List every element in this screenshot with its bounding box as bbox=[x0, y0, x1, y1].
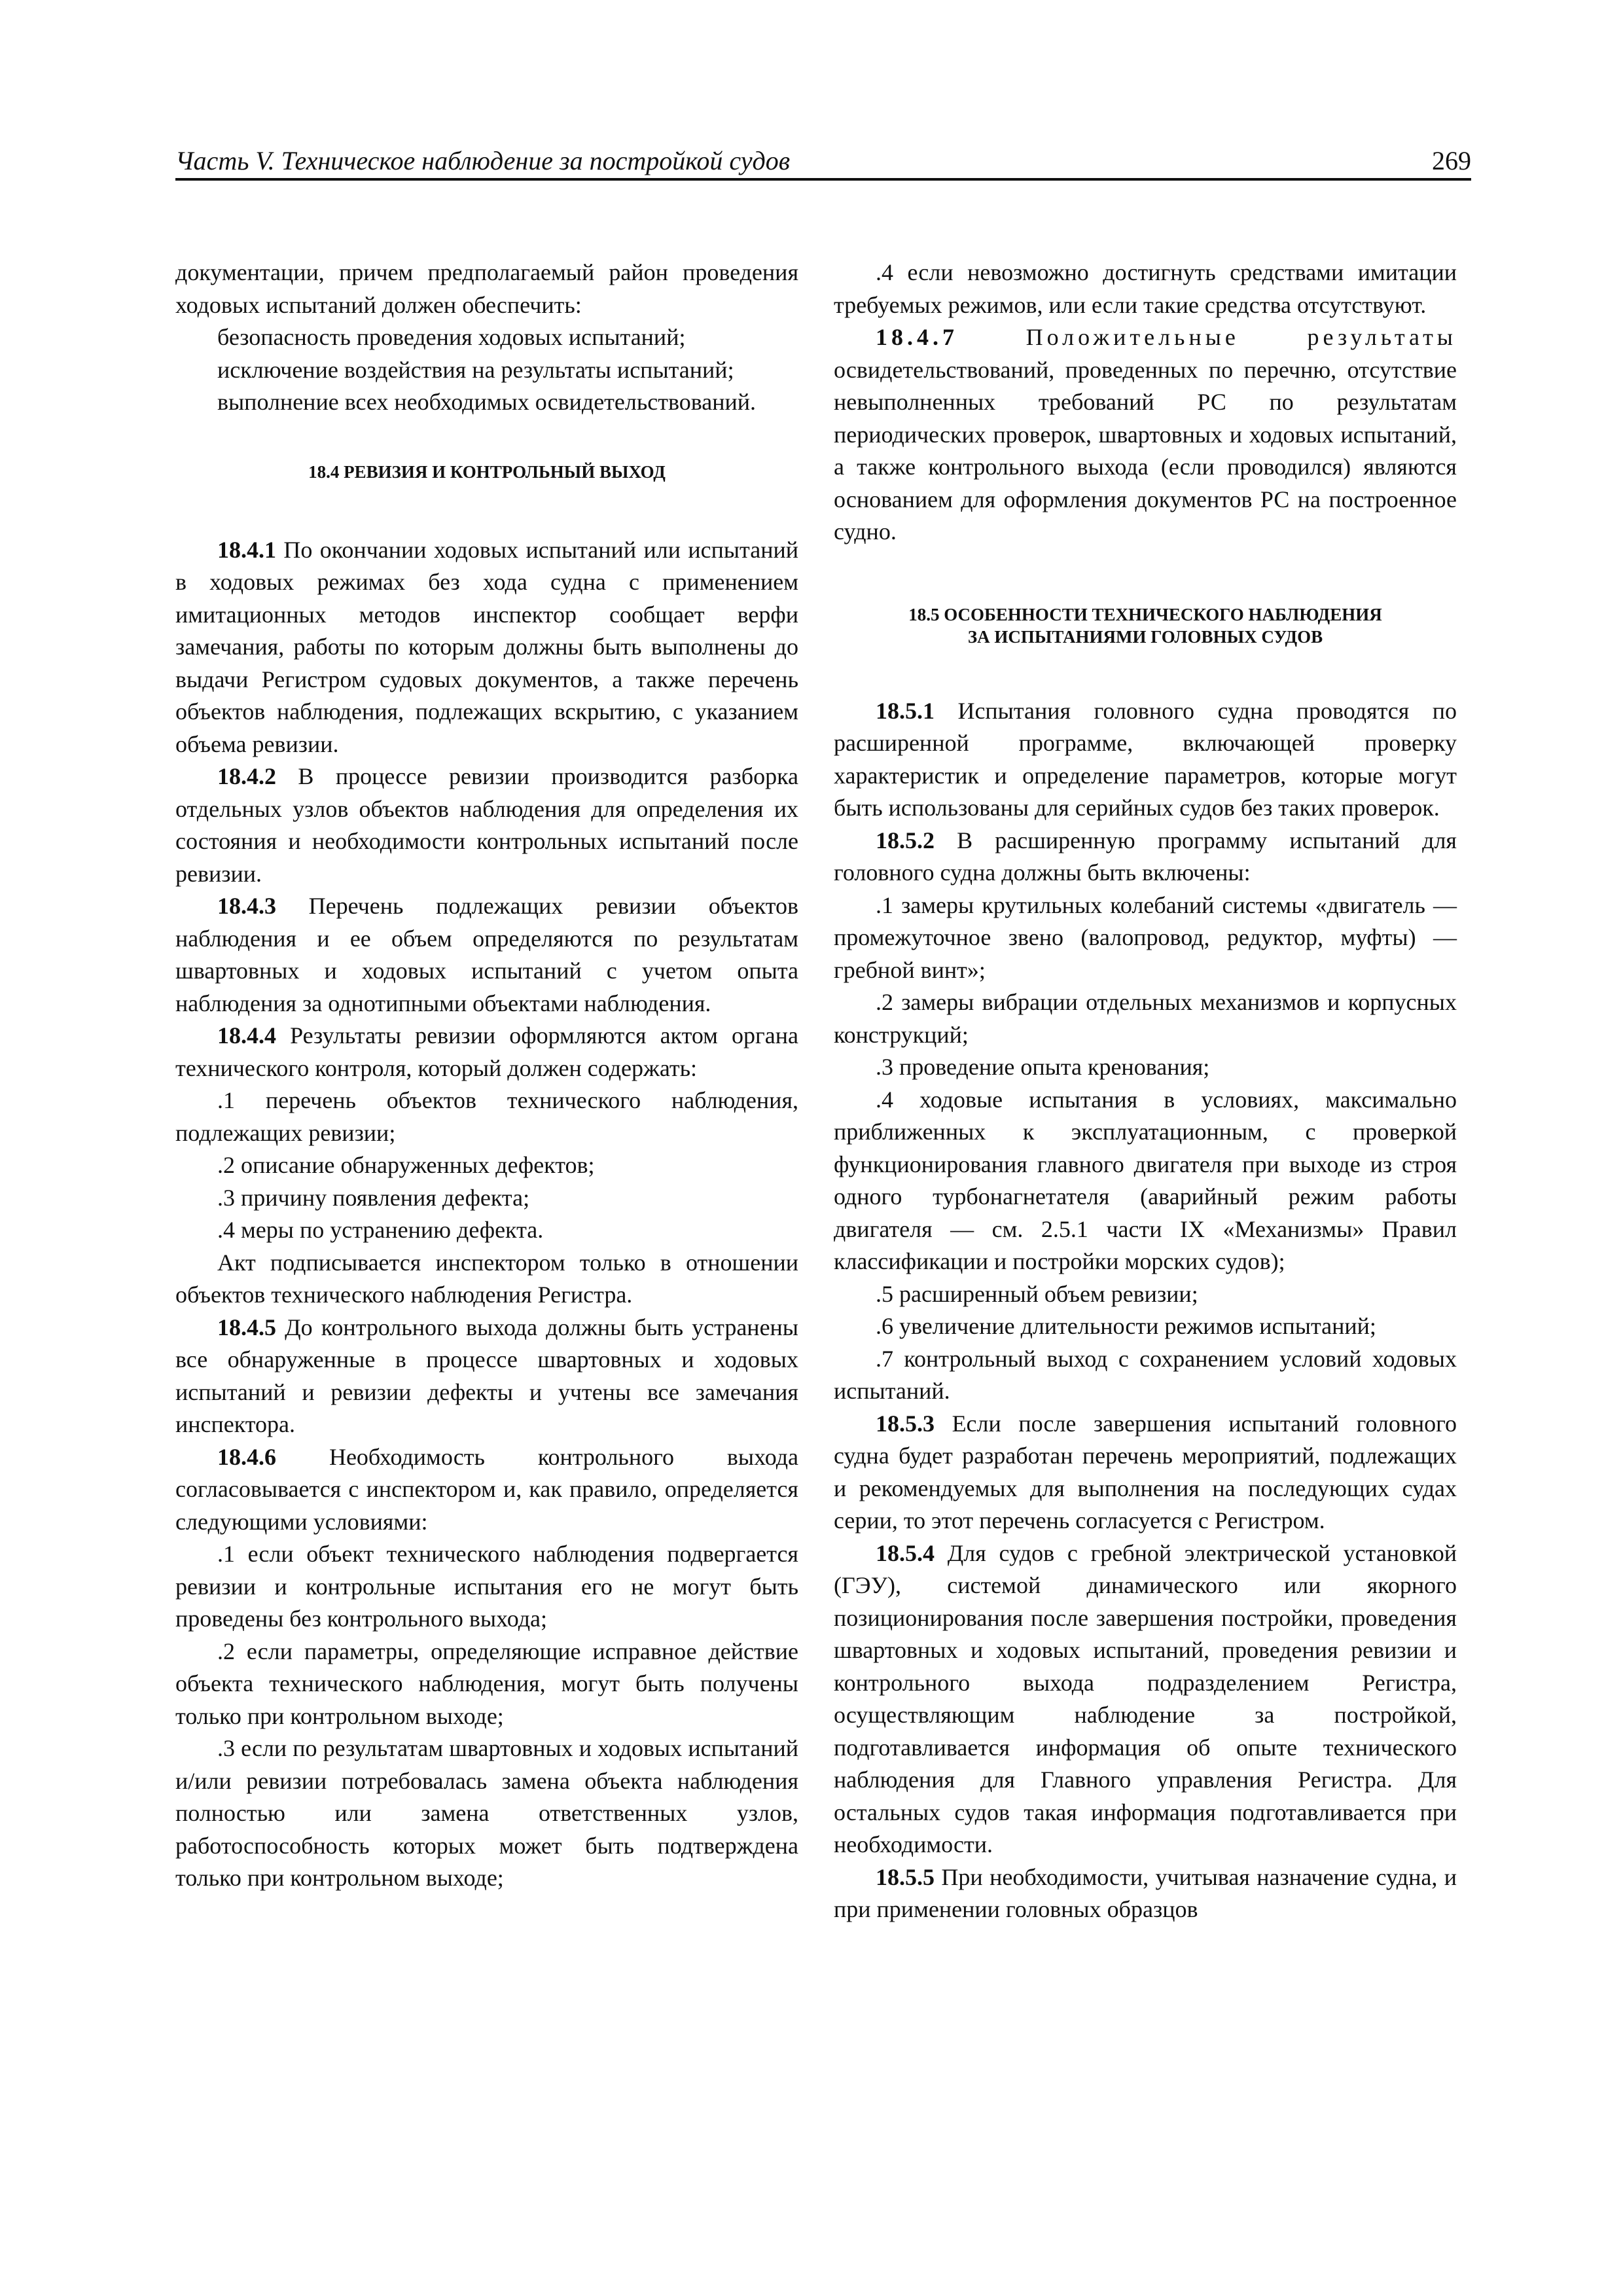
section-title-line: 18.5 ОСОБЕННОСТИ ТЕХНИЧЕСКОГО НАБЛЮДЕНИЯ bbox=[908, 604, 1382, 624]
intro-item: исключение воздействия на результаты испытаний; bbox=[217, 356, 734, 383]
paragraph-18-5-3 bbox=[834, 1408, 1457, 1537]
paragraph-number: 18.4.4 bbox=[217, 1022, 276, 1049]
right-column bbox=[834, 257, 1457, 1926]
paragraph-text: освидетельствований, проведенных по перечню, отсутствие невыполненных требований РС по результатам периодических проверок, швартовных и ходовых испытаний, а также контрольного выхода (если проводился) являются основанием для оформления документов РС на построенное судно. bbox=[834, 356, 1457, 545]
page-number: 269 bbox=[1432, 146, 1471, 175]
list-item: .4 меры по устранению дефекта. bbox=[217, 1217, 544, 1243]
list-item: .4 если невозможно достигнуть средствами имитации требуемых режимов, или если такие средства отсутствуют. bbox=[834, 259, 1457, 318]
section-title-line: ЗА ИСПЫТАНИЯМИ ГОЛОВНЫХ СУДОВ bbox=[967, 626, 1323, 647]
paragraph-18-4-3 bbox=[175, 890, 798, 1020]
paragraph-18-5-5 bbox=[834, 1861, 1457, 1926]
paragraph-number: 18.4.3 bbox=[217, 893, 276, 919]
paragraph-text: Если после завершения испытаний головного судна будет разработан перечень мероприятий, подлежащих и рекомендуемых для выполнения на последующих судах серии, то этот перечень согласуется с Регистром. bbox=[834, 1410, 1457, 1534]
paragraph-text: Необходимость контрольного выхода согласовывается с инспектором и, как правило, определяется следующими условиями: bbox=[175, 1443, 798, 1535]
list-item: .1 если объект технического наблюдения подвергается ревизии и контрольные испытания его не могут быть проведены без контрольного выхода; bbox=[175, 1541, 798, 1632]
running-header-title: Часть V. Техническое наблюдение за постройкой судов bbox=[175, 146, 791, 175]
list-item: .5 расширенный объем ревизии; bbox=[876, 1280, 1198, 1307]
paragraph-lead-spaced: Положительные результаты bbox=[958, 324, 1457, 350]
paragraph-number: 18.4.7 bbox=[876, 324, 958, 350]
paragraph-number: 18.5.3 bbox=[876, 1410, 935, 1437]
paragraph-number: 18.4.1 bbox=[217, 536, 276, 563]
list-item: .2 замеры вибрации отдельных механизмов и корпусных конструкций; bbox=[834, 989, 1457, 1048]
list-item: .1 замеры крутильных колебаний системы «двигатель — промежуточное звено (валопровод, редуктор, муфты) — гребной винт»; bbox=[834, 891, 1457, 983]
list-item: .1 перечень объектов технического наблюдения, подлежащих ревизии; bbox=[175, 1087, 798, 1146]
paragraph-text: Испытания головного судна проводятся по расширенной программе, включающей проверку характеристик и определение параметров, которые могут быть использованы для серийных судов без таких проверок. bbox=[834, 697, 1457, 821]
section-title-18-5 bbox=[834, 603, 1457, 648]
paragraph-number: 18.4.2 bbox=[217, 763, 276, 789]
intro-paragraph: документации, причем предполагаемый район проведения ходовых испытаний должен обеспечить: bbox=[175, 259, 798, 318]
paragraph-number: 18.4.6 bbox=[217, 1443, 276, 1470]
paragraph-text: Результаты ревизии оформляются актом органа технического контроля, который должен содержать: bbox=[175, 1022, 798, 1081]
section-title-18-4: 18.4 РЕВИЗИЯ И КОНТРОЛЬНЫЙ ВЫХОД bbox=[308, 461, 666, 482]
paragraph-18-5-1 bbox=[834, 695, 1457, 825]
note-paragraph: Акт подписывается инспектором только в отношении объектов технического наблюдения Регистра. bbox=[175, 1249, 798, 1308]
list-item: .7 контрольный выход с сохранением условий ходовых испытаний. bbox=[834, 1345, 1457, 1404]
paragraph-18-4-4 bbox=[175, 1020, 798, 1085]
list-item: .3 проведение опыта кренования; bbox=[876, 1054, 1210, 1080]
paragraph-18-5-4 bbox=[834, 1537, 1457, 1861]
paragraph-text: В расширенную программу испытаний для головного судна должны быть включены: bbox=[834, 827, 1457, 886]
paragraph-number: 18.5.1 bbox=[876, 697, 935, 724]
list-item: .6 увеличение длительности режимов испытаний; bbox=[876, 1313, 1376, 1339]
intro-item: безопасность проведения ходовых испытаний; bbox=[217, 324, 686, 350]
paragraph-text: По окончании ходовых испытаний или испытаний в ходовых режимах без хода судна с применением имитационных методов инспектор сообщает верфи замечания, работы по которым должны быть выполнены до выдачи Регистром судовых документов, а также перечень объектов наблюдения, подлежащих вскрытию, с указанием объема ревизии. bbox=[175, 536, 798, 757]
left-column bbox=[175, 257, 798, 1895]
paragraph-number: 18.5.5 bbox=[876, 1863, 935, 1890]
paragraph-18-4-1 bbox=[175, 534, 798, 761]
list-item: .4 ходовые испытания в условиях, максимально приближенных к эксплуатационным, с проверкой функционирования главного двигателя при выходе из строя одного турбонагнетателя (аварийный режим работы двигателя — см. 2.5.1 части IX «Механизмы» Правил классификации и постройки морских судов); bbox=[834, 1086, 1457, 1274]
header-rule bbox=[175, 178, 1471, 181]
paragraph-text: Для судов с гребной электрической установкой (ГЭУ), системой динамического или якорного позиционирования после завершения постройки, проведения швартовных и ходовых испытаний, проведения ревизии и контрольного выхода подразделением Регистра, осуществляющим наблюдение за постройкой, подготавливается информация об опыте технического наблюдения для Главного управления Регистра. Для остальных судов такая информация подготавливается при необходимости. bbox=[834, 1539, 1457, 1857]
paragraph-text: При необходимости, учитывая назначение судна, и при применении головных образцов bbox=[834, 1863, 1457, 1922]
paragraph-number: 18.4.5 bbox=[217, 1314, 276, 1340]
paragraph-number: 18.5.4 bbox=[876, 1539, 935, 1566]
list-item: .2 если параметры, определяющие исправное действие объекта технического наблюдения, могут быть получены только при контрольном выходе; bbox=[175, 1638, 798, 1729]
paragraph-18-4-5 bbox=[175, 1312, 798, 1441]
paragraph-18-4-2 bbox=[175, 761, 798, 890]
list-item: .2 описание обнаруженных дефектов; bbox=[217, 1152, 595, 1178]
paragraph-text: До контрольного выхода должны быть устранены все обнаруженные в процессе швартовных и ходовых испытаний и ревизии дефекты и учтены все замечания инспектора. bbox=[175, 1314, 798, 1437]
paragraph-text: В процессе ревизии производится разборка отдельных узлов объектов наблюдения для определения их состояния и необходимости контрольных испытаний после ревизии. bbox=[175, 763, 798, 887]
paragraph-text: Перечень подлежащих ревизии объектов наблюдения и ее объем определяются по результатам швартовных и ходовых испытаний с учетом опыта наблюдения за однотипными объектами наблюдения. bbox=[175, 893, 798, 1016]
paragraph-number: 18.5.2 bbox=[876, 827, 935, 853]
paragraph-18-5-2 bbox=[834, 825, 1457, 889]
list-item: .3 причину появления дефекта; bbox=[217, 1184, 530, 1211]
list-item: .3 если по результатам швартовных и ходовых испытаний и/или ревизии потребовалась замена объекта наблюдения полностью или замена ответственных узлов, работоспособность которых может быть подтверждена только при контрольном выходе; bbox=[175, 1735, 798, 1891]
paragraph-18-4-7 bbox=[834, 321, 1457, 548]
running-header bbox=[175, 145, 1471, 177]
paragraph-18-4-6 bbox=[175, 1441, 798, 1539]
intro-item: выполнение всех необходимых освидетельствований. bbox=[217, 389, 757, 415]
